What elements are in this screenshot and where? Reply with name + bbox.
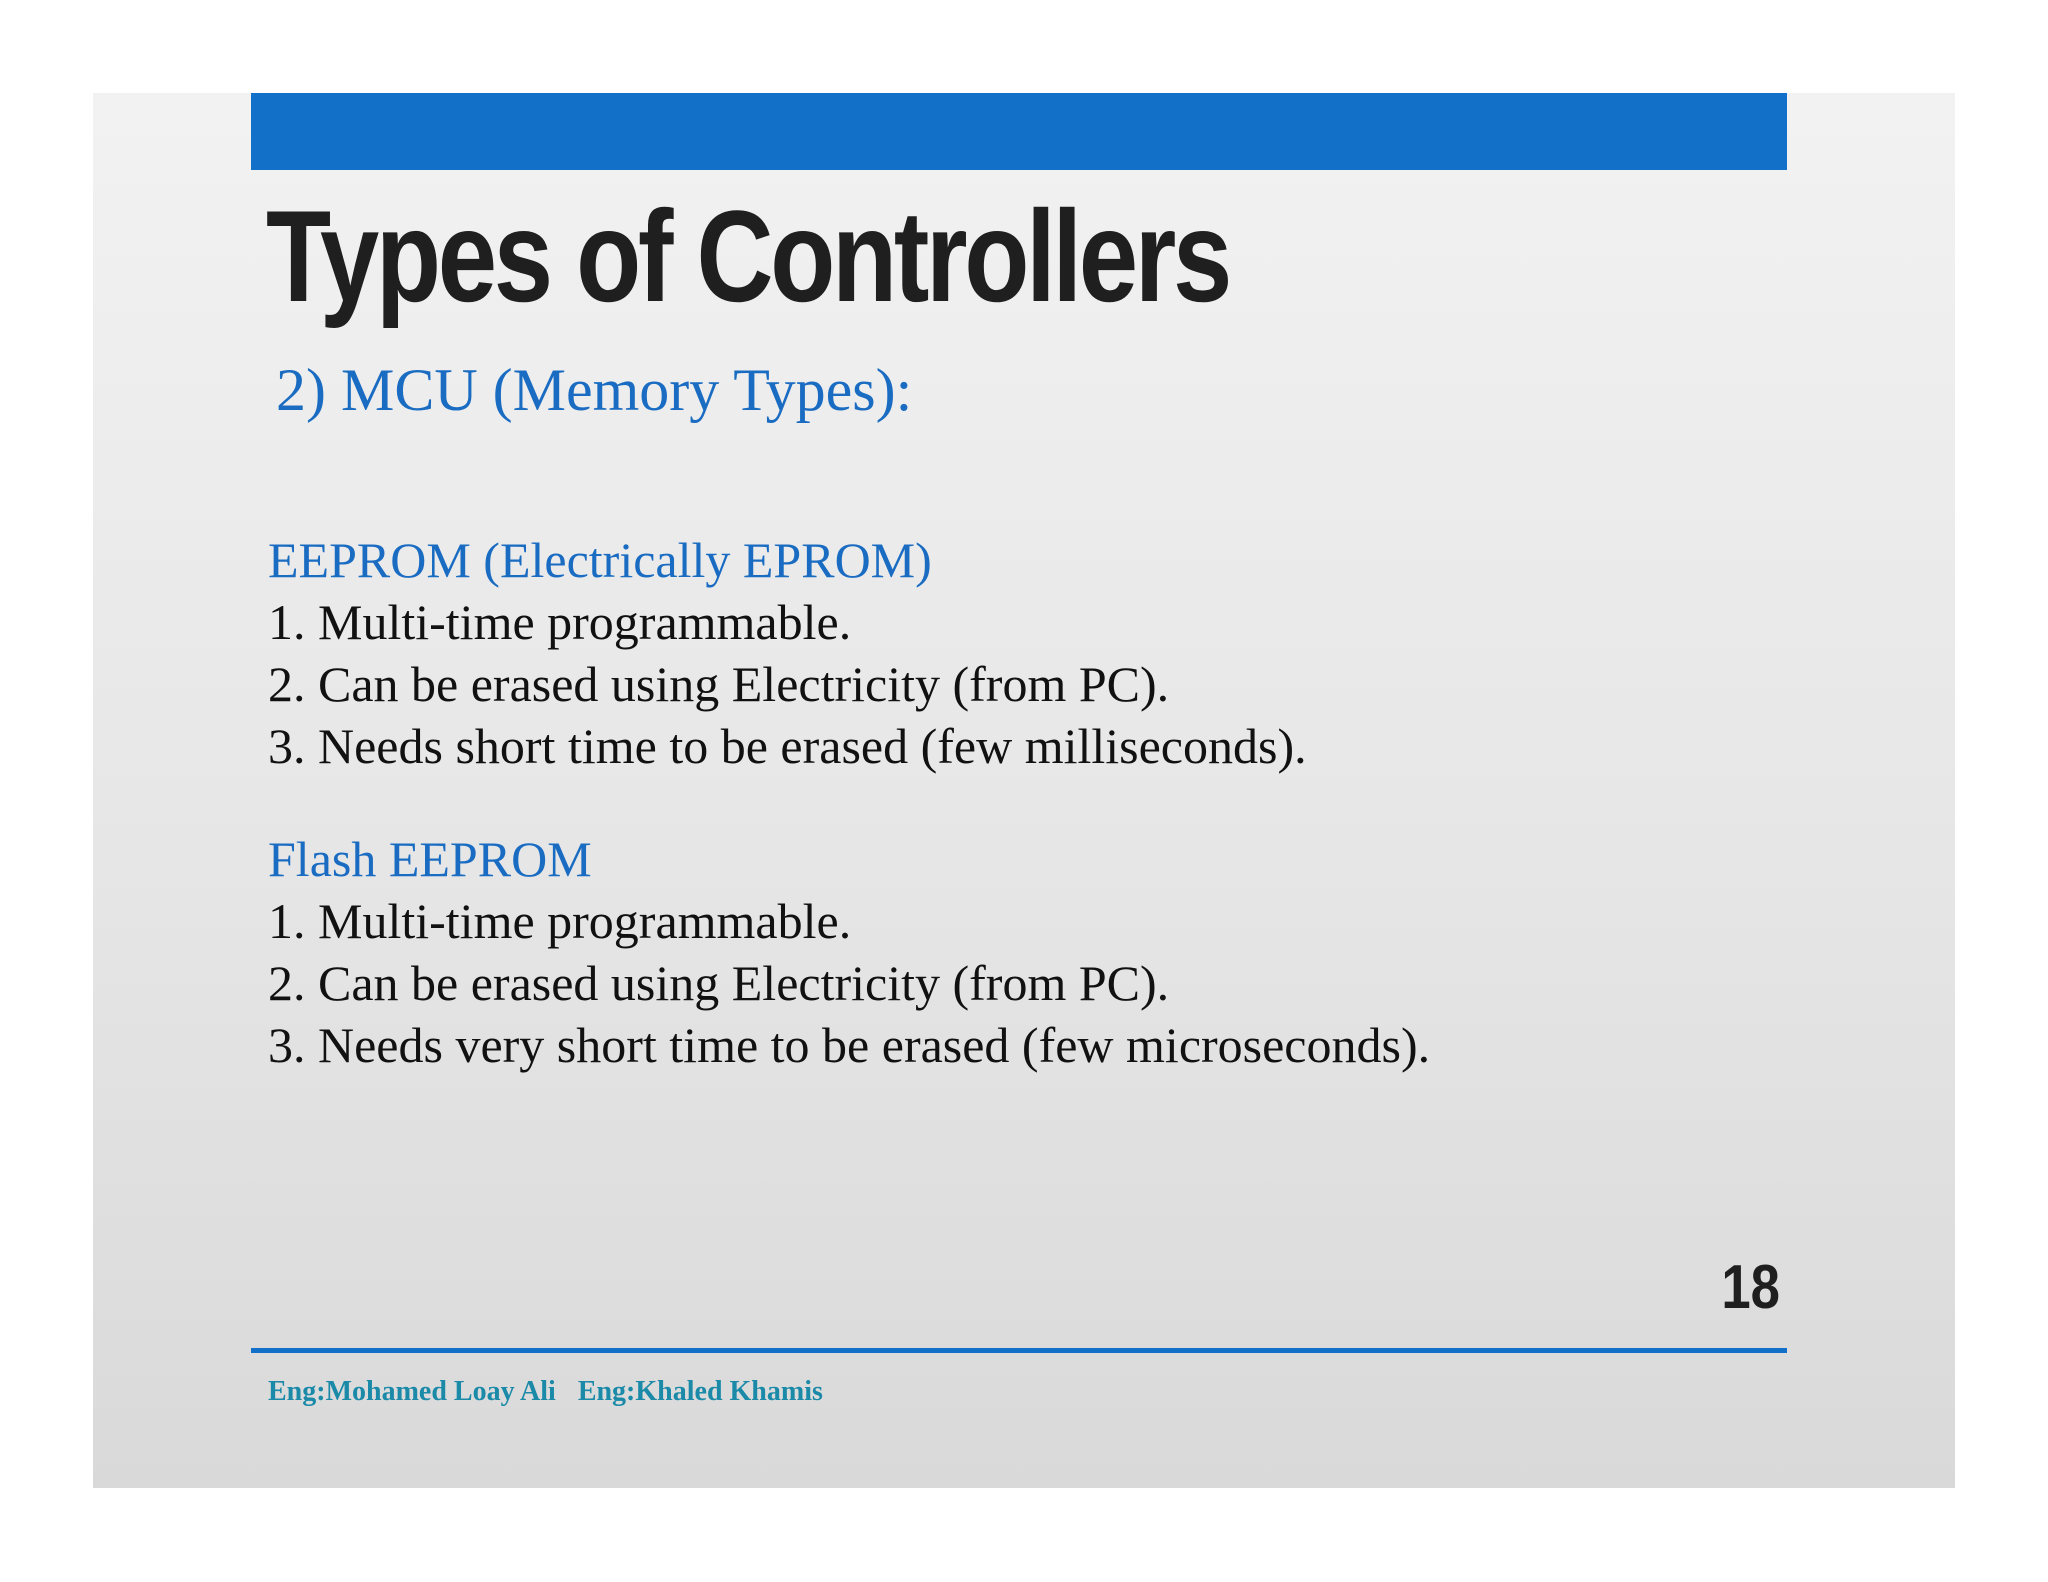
page-number: 18 xyxy=(1721,1253,1780,1322)
list-item: 2. Can be erased using Electricity (from PC). xyxy=(268,955,1170,1011)
slide-title: Types of Controllers xyxy=(266,183,1230,329)
slide xyxy=(93,93,1955,1488)
footer-divider xyxy=(251,1348,1787,1353)
footer-authors xyxy=(268,1375,823,1409)
list-item: 3. Needs short time to be erased (few milliseconds). xyxy=(268,718,1307,774)
section-heading: Flash EEPROM xyxy=(268,831,592,887)
list-item: 1. Multi-time programmable. xyxy=(268,893,852,949)
list-item: 3. Needs very short time to be erased (few microseconds). xyxy=(268,1017,1431,1073)
list-item: 2. Can be erased using Electricity (from PC). xyxy=(268,656,1170,712)
section-heading: EEPROM (Electrically EPROM) xyxy=(268,532,932,588)
footer-author-2: Eng:Khaled Khamis xyxy=(577,1376,823,1407)
top-accent-bar xyxy=(251,93,1787,170)
footer-author-1: Eng:Mohamed Loay Ali xyxy=(268,1376,556,1407)
list-item: 1. Multi-time programmable. xyxy=(268,594,852,650)
section-eeprom xyxy=(268,529,1768,777)
section-flash-eeprom xyxy=(268,828,1768,1076)
slide-subtitle: 2) MCU (Memory Types): xyxy=(276,357,913,423)
